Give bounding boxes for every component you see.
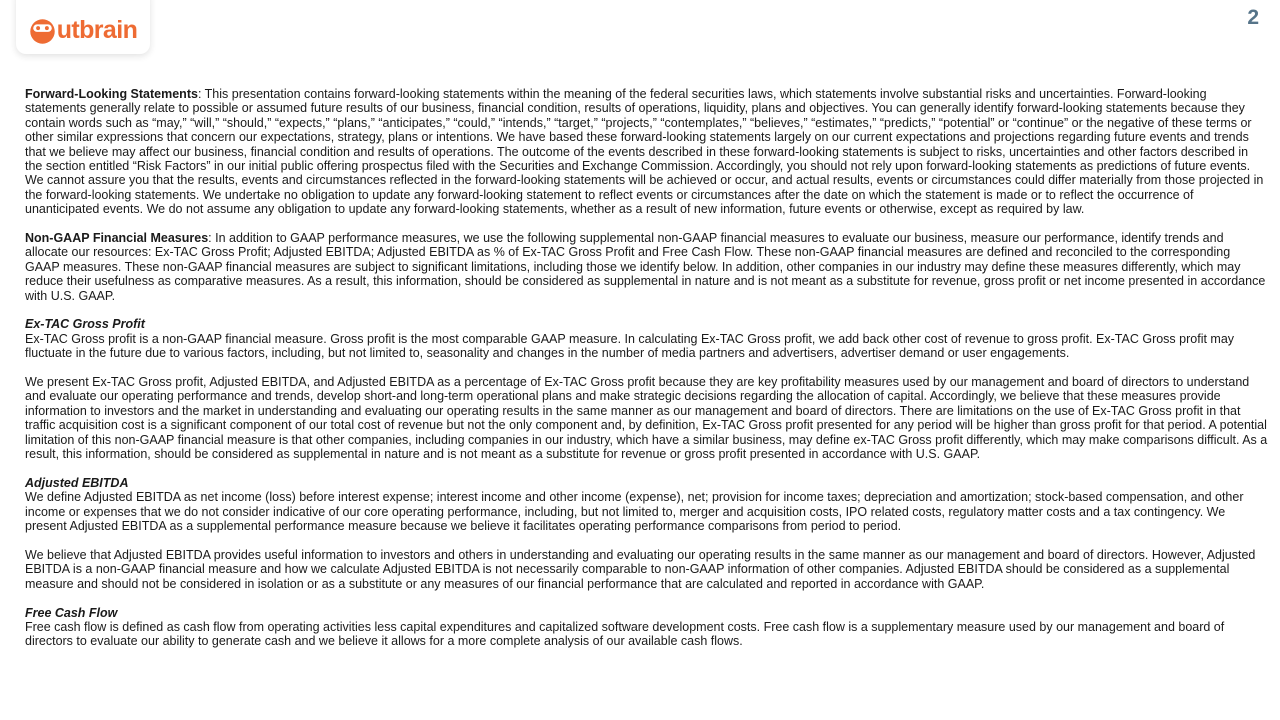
outbrain-wordmark: utbrain (56, 16, 138, 44)
paragraph-lead-forward-looking: Forward-Looking Statements (25, 87, 198, 101)
forward-looking-statements-paragraph (25, 87, 1268, 217)
outbrain-o-face-icon (29, 18, 56, 45)
paragraph-body: This presentation contains forward-looking statements within the meaning of the federal securities laws, which statements involve substantial risks and uncertainties. Forward-looking statements generally relate to possible or assumed future results of our business, financial condition, results of operations, liquidity, plans and objectives. You can generally identify forward-looking statements because they contain words such as “may,” “will,” “should,” “expects,” “plans,” “anticipates,” “could,” “intends,” “target,” “projects,” “contemplates,” “believes,” “estimates,” “predicts,” “potential” or “continue” or the negative of these terms or other similar expressions that concern our expectations, strategy, plans or intentions. We have based these forward-looking statements largely on our current expectations and projections regarding future events and trends that we believe may affect our business, financial condition and results of operations. The outcome of the events described in these forward-looking statements is subject to risks, uncertainties and other factors described in the section entitled “Risk Factors” in our initial public offering prospectus filed with the Securities and Exchange Commission. Accordingly, you should not rely upon forward-looking statements as predictions of future events. We cannot assure you that the results, events and circumstances reflected in the forward-looking statements will be achieved or occur, and actual results, events or circumstances could differ materially from those projected in the forward-looking statements. We undertake no obligation to update any forward-looking statement to reflect events or circumstances after the date on which the statement is made or to reflect the occurrence of unanticipated events. We do not assume any obligation to update any forward-looking statements, whether as a result of new information, future events or otherwise, except as required by law. (25, 87, 1264, 217)
ex-tac-gross-profit-heading: Ex-TAC Gross Profit (25, 317, 145, 332)
adjusted-ebitda-heading: Adjusted EBITDA (25, 475, 129, 490)
adjusted-ebitda-paragraph-1: We define Adjusted EBITDA as net income (loss) before interest expense; interest income and other income (expense), net; provision for income taxes; depreciation and amortization; stock-based compensation, and other income or expenses that we do not consider indicative of our core operating performance, including, but not limited to, merger and acquisition costs, IPO related costs, regulatory matter costs and a tax contingency. We present Adjusted EBITDA as a supplemental performance measure because we believe it facilitates operating performance comparisons from period to period. (25, 490, 1244, 534)
paragraph-lead-non-gaap: Non-GAAP Financial Measures (25, 231, 209, 246)
free-cash-flow-paragraph: Free cash flow is defined as cash flow from operating activities less capital expenditures and capitalized software development costs. Free cash flow is a supplementary measure used by our management and board of directors to evaluate our ability to generate cash and we believe it allows for a more complete analysis of our available cash flows. (25, 619, 1225, 649)
free-cash-flow-heading: Free Cash Flow (25, 605, 118, 620)
paragraph-separator: : (208, 231, 216, 246)
ex-tac-gross-profit-paragraph-1: Ex-TAC Gross profit is a non-GAAP financial measure. Gross profit is the most comparable GAAP measure. In calculating Ex-TAC Gross profit, we add back other cost of revenue to gross profit. Ex-TAC Gross profit may fluctuate in the future due to various factors, including, but not limited to, seasonality and changes in the number of media partners and advertisers, advertiser demand or user engagements. (25, 331, 1235, 361)
disclaimer-content (25, 87, 1268, 663)
logo-card (16, 0, 150, 54)
paragraph-separator: : (197, 87, 205, 101)
ex-tac-gross-profit-paragraph-2: We present Ex-TAC Gross profit, Adjusted EBITDA, and Adjusted EBITDA as a percentage of Ex-TAC Gross profit because they are key profitability measures used by our management and board of directors to understand and evaluate our operating performance and trends, develop short-and long-term operational plans and make strategic decisions regarding the allocation of capital. Accordingly, we believe that these measures provide information to investors and the market in understanding and evaluating our operating results in the same manner as our management and board of directors. There are limitations on the use of Ex-TAC Gross profit in that traffic acquisition cost is a significant component of our total cost of revenue but not the only component and, by definition, Ex-TAC Gross profit presented for any period will be higher than gross profit for that period. A potential limitation of this non-GAAP financial measure is that other companies, including companies in our industry, which have a similar business, may define ex-TAC Gross profit differently, which may make comparisons difficult. As a result, this information, should be considered as supplemental in nature and is not meant as a substitute for revenue or gross profit presented in accordance with U.S. GAAP. (25, 375, 1268, 462)
paragraph-body: In addition to GAAP performance measures, we use the following supplemental non-GAAP financial measures to evaluate our business, measure our performance, identify trends and allocate our resources: Ex-TAC Gross Profit; Adjusted EBITDA; Adjusted EBITDA as % of Ex-TAC Gross Profit and Free Cash Flow. These non-GAAP financial measures are defined and reconciled to the corresponding GAAP measures. These non-GAAP financial measures are subject to significant limitations, including those we identify below. In addition, other companies in our industry may define these measures differently, which may reduce their usefulness as comparative measures. As a result, this information, should be considered as supplemental in nature and is not meant as a substitute for revenue, gross profit or net income presented in accordance with U.S. GAAP. (25, 231, 1266, 303)
non-gaap-measures-paragraph (25, 231, 1268, 303)
page-number: 2 (1247, 6, 1259, 29)
outbrain-logo (29, 18, 138, 45)
adjusted-ebitda-paragraph-2: We believe that Adjusted EBITDA provides useful information to investors and others in understanding and evaluating our operating results in the same manner as our management and board of directors. However, Adjusted EBITDA is a non-GAAP financial measure and how we calculate Adjusted EBITDA is not necessarily comparable to non-GAAP information of other companies. Adjusted EBITDA should be considered as a supplemental measure and should not be considered in isolation or as a substitute or any measures of our financial performance that are calculated and reported in accordance with GAAP. (25, 547, 1256, 591)
